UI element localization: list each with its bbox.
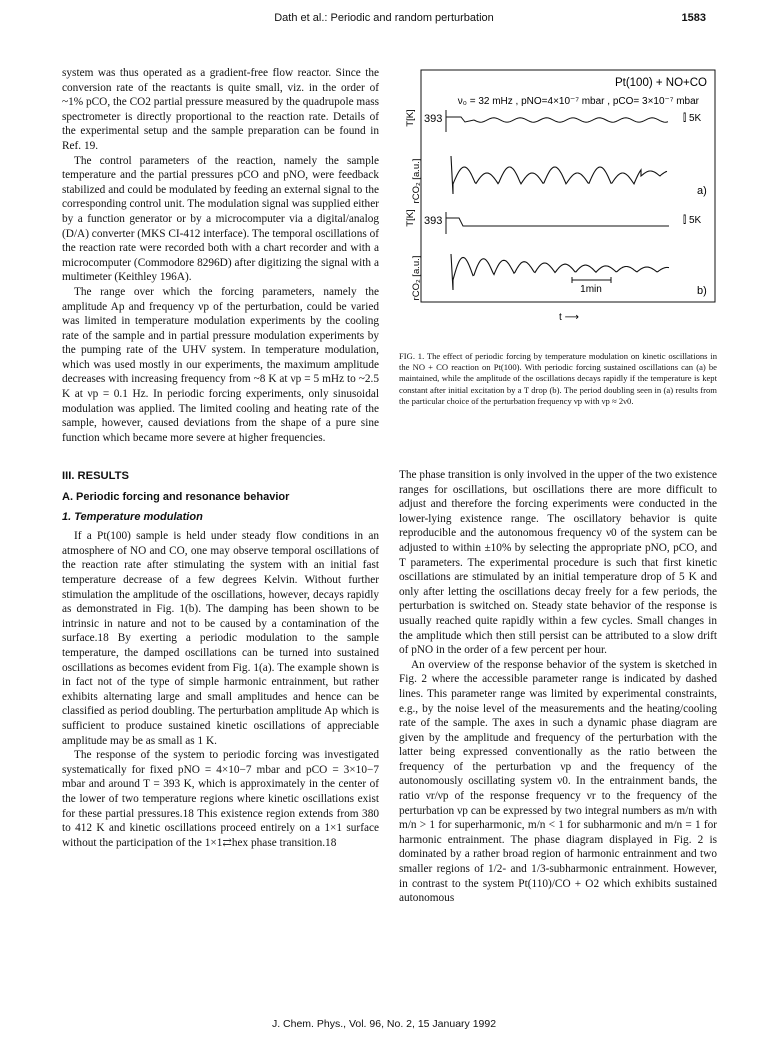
section-heading: III. RESULTS bbox=[62, 470, 129, 483]
paragraph: The response of the system to periodic forcing was investigated systematically for fixed pNO = 4×10−7 mbar and pCO = 3×10−7 mbar and around T = 393 K, which is approximately in the center of the lower of two temperature regions where kinetic oscillations exist for these partial pressures.18 This existence region extends from 380 to 412 K and kinetic oscillations proceed entirely on a 1×1 surface without the participation of the 1×1⇄hex phase transition.18 bbox=[62, 749, 379, 849]
panel-label-b: b) bbox=[697, 285, 707, 297]
right-column bbox=[399, 468, 717, 906]
left-column bbox=[62, 66, 379, 850]
figure-1 bbox=[399, 66, 717, 346]
r-axis-label-a: rCO₂ [a.u.] bbox=[411, 158, 422, 204]
running-header bbox=[0, 12, 768, 32]
subsubsection-heading: 1. Temperature modulation bbox=[62, 510, 203, 523]
paragraph: If a Pt(100) sample is held under steady flow conditions in an atmosphere of NO and CO, one may observe temporal oscillations of the reaction rate after stimulating the system with an initial fast temperature decrease of a few degrees Kelvin. Without further stimulation the amplitude of the oscillations, however, decays rapidly as demonstrated in Fig. 1(b). The damping has been shown to be intrinsic in nature and not to be caused by a contamination of the surface.18 By exerting a periodic modulation to the sample temperature, the damped oscillations can be turned into sustained oscillations as becomes evident from Fig. 1(a). The example shown is in fact not of the type of simple harmonic entrainment, but rather exhibits alternating large and small amplitudes and hence can be classified as period doubling. The perturbation amplitude Ap which is sufficient to produce sustained kinetic oscillations of appreciable amplitude may be as small as 1 K. bbox=[62, 530, 379, 747]
system-label: Pt(100) + NO+CO bbox=[614, 77, 707, 89]
time-scale-label: 1min bbox=[580, 284, 602, 295]
temp-value-b: 393 bbox=[424, 215, 443, 227]
rate-trace-a bbox=[451, 156, 667, 194]
paragraph: system was thus operated as a gradient-free flow reactor. Since the conversion rate of the reactants is quite small, viz. in the order of ~1% pCO, the CO2 partial pressure measured by the quadrupole mass spectrometer is directly proportional to the reaction rate. Details of the experimental setup and the sample preparation can be found in Ref. 19. bbox=[62, 67, 380, 152]
paragraph: The phase transition is only involved in the upper of the two existence ranges for oscillations, but oscillations there are more difficult to adjust and therefore the forcing experiments were conducted in the lower-lying existence range. The oscillatory behavior is quite reproducible and the autonomous frequency ν0 of the system can be adjusted to within ±10% by selecting the appropriate pNO, pCO, and T parameters. The experimental procedure is such that first kinetic oscillations are stimulated by an initial temperature drop of 5 K and only after letting the oscillations decay freely for a few periods, the perturbation is switched on. Steady state behavior of the response is usually reached quite rapidly within a few cycles. Small changes in the amplitude which then still persist can be attributed to a slow drift of pNO in the order of a few percent per hour. bbox=[399, 469, 717, 657]
subsection-heading: A. Periodic forcing and resonance behavior bbox=[62, 491, 290, 504]
temperature-trace-a bbox=[474, 118, 668, 122]
scale-bar-a: ⫿ 5K bbox=[683, 113, 702, 124]
t-axis-label-b: T[K] bbox=[405, 209, 416, 227]
params-label: ν₀ = 32 mHz , pNO=4×10⁻⁷ mbar , pCO= 3×10⁻⁷ mbar bbox=[457, 96, 699, 107]
scale-bar-b: ⫿ 5K bbox=[683, 215, 702, 226]
paragraph: An overview of the response behavior of the system is sketched in Fig. 2 where the accessible parameter range is indicated by dashed lines. This parameter range was limited by experimental constraints, e.g., by the noise level of the measurements and the heating/cooling rate of the sample. The axes in such a dynamic phase diagram are given by the amplitude and frequency of the perturbation with the latter being expressed conventionally as the ratio between the frequency of the perturbation νp and the frequency of the autonomously oscillating system ν0. In the entrainment bands, the ratio νr/νp of the response frequency νr to the frequency of the perturbation νp can be expressed by two integral numbers as m/n with m/n > 1 for superharmonic, m/n < 1 for subharmonic and m/n = 1 for harmonic entrainment. The phase diagram displayed in Fig. 2 is dominated by a rather broad region of harmonic entrainment and two smaller regions of 1/2- and 1/3-subharmonic entrainment. However, in contrast to the system Pt(110)/CO + O2 which exhibits sustained autonomous bbox=[399, 658, 717, 905]
running-title: Dath et al.: Periodic and random perturbation bbox=[274, 12, 494, 24]
t-axis-label-a: T[K] bbox=[405, 109, 416, 127]
journal-footer: J. Chem. Phys., Vol. 96, No. 2, 15 January 1992 bbox=[271, 1018, 497, 1030]
paragraph: The control parameters of the reaction, namely the sample temperature and the partial pressures pCO and pNO, were feedback stabilized and could be modulated by feeding an external signal to the corresponding control unit. The modulation signal was supplied either by a function generator or by a microcomputer via a digital/analog (D/A) converter (MKS CI-412 interface). The temporal oscillations of the reaction rate were recorded both with a chart recorder and with a microcomputer (Commodore 8296D) after digitizing the signal with a multimeter (Keithley 196A). bbox=[62, 154, 379, 284]
panel-label-a: a) bbox=[697, 185, 707, 197]
page-number: 1583 bbox=[681, 12, 706, 24]
time-axis-label: t ⟶ bbox=[559, 312, 579, 323]
figure-1-plot bbox=[399, 66, 717, 346]
temp-value-a: 393 bbox=[424, 113, 443, 125]
figure-caption: FIG. 1. The effect of periodic forcing by temperature modulation on kinetic oscillations in the NO + CO reaction on Pt(100). With periodic forcing sustained oscillations can (a) be maintained, while the amplitude of the oscillations decays rapidly if the temperature is kept constant after initial excitation by a T drop (b). The period doubling seen in (a) results from the particular choice of the perturbation frequency νp with νp ≈ 2ν0. bbox=[399, 351, 717, 406]
r-axis-label-b: rCO₂ [a.u.] bbox=[411, 255, 422, 301]
paragraph: The range over which the forcing parameters, namely the amplitude Ap and frequency νp of the perturbation, could be varied was limited in temperature modulation experiments by the cooling rate of the sample and in partial pressure modulation experiments by the pumping rate of the UHV system. In temperature modulation, which was used mostly in our experiments, the maximum amplitude decreases with increasing frequency from ~8 K at νp = 5 mHz to ~2.5 K at νp = 0.1 Hz. In periodic forcing experiments, only sinusoidal modulation was applied. The limited cooling and heating rate of the sample, however, caused deviations from the shape of a pure sine function which became more severe at higher frequencies. bbox=[62, 285, 379, 444]
rate-trace-b bbox=[451, 254, 669, 290]
